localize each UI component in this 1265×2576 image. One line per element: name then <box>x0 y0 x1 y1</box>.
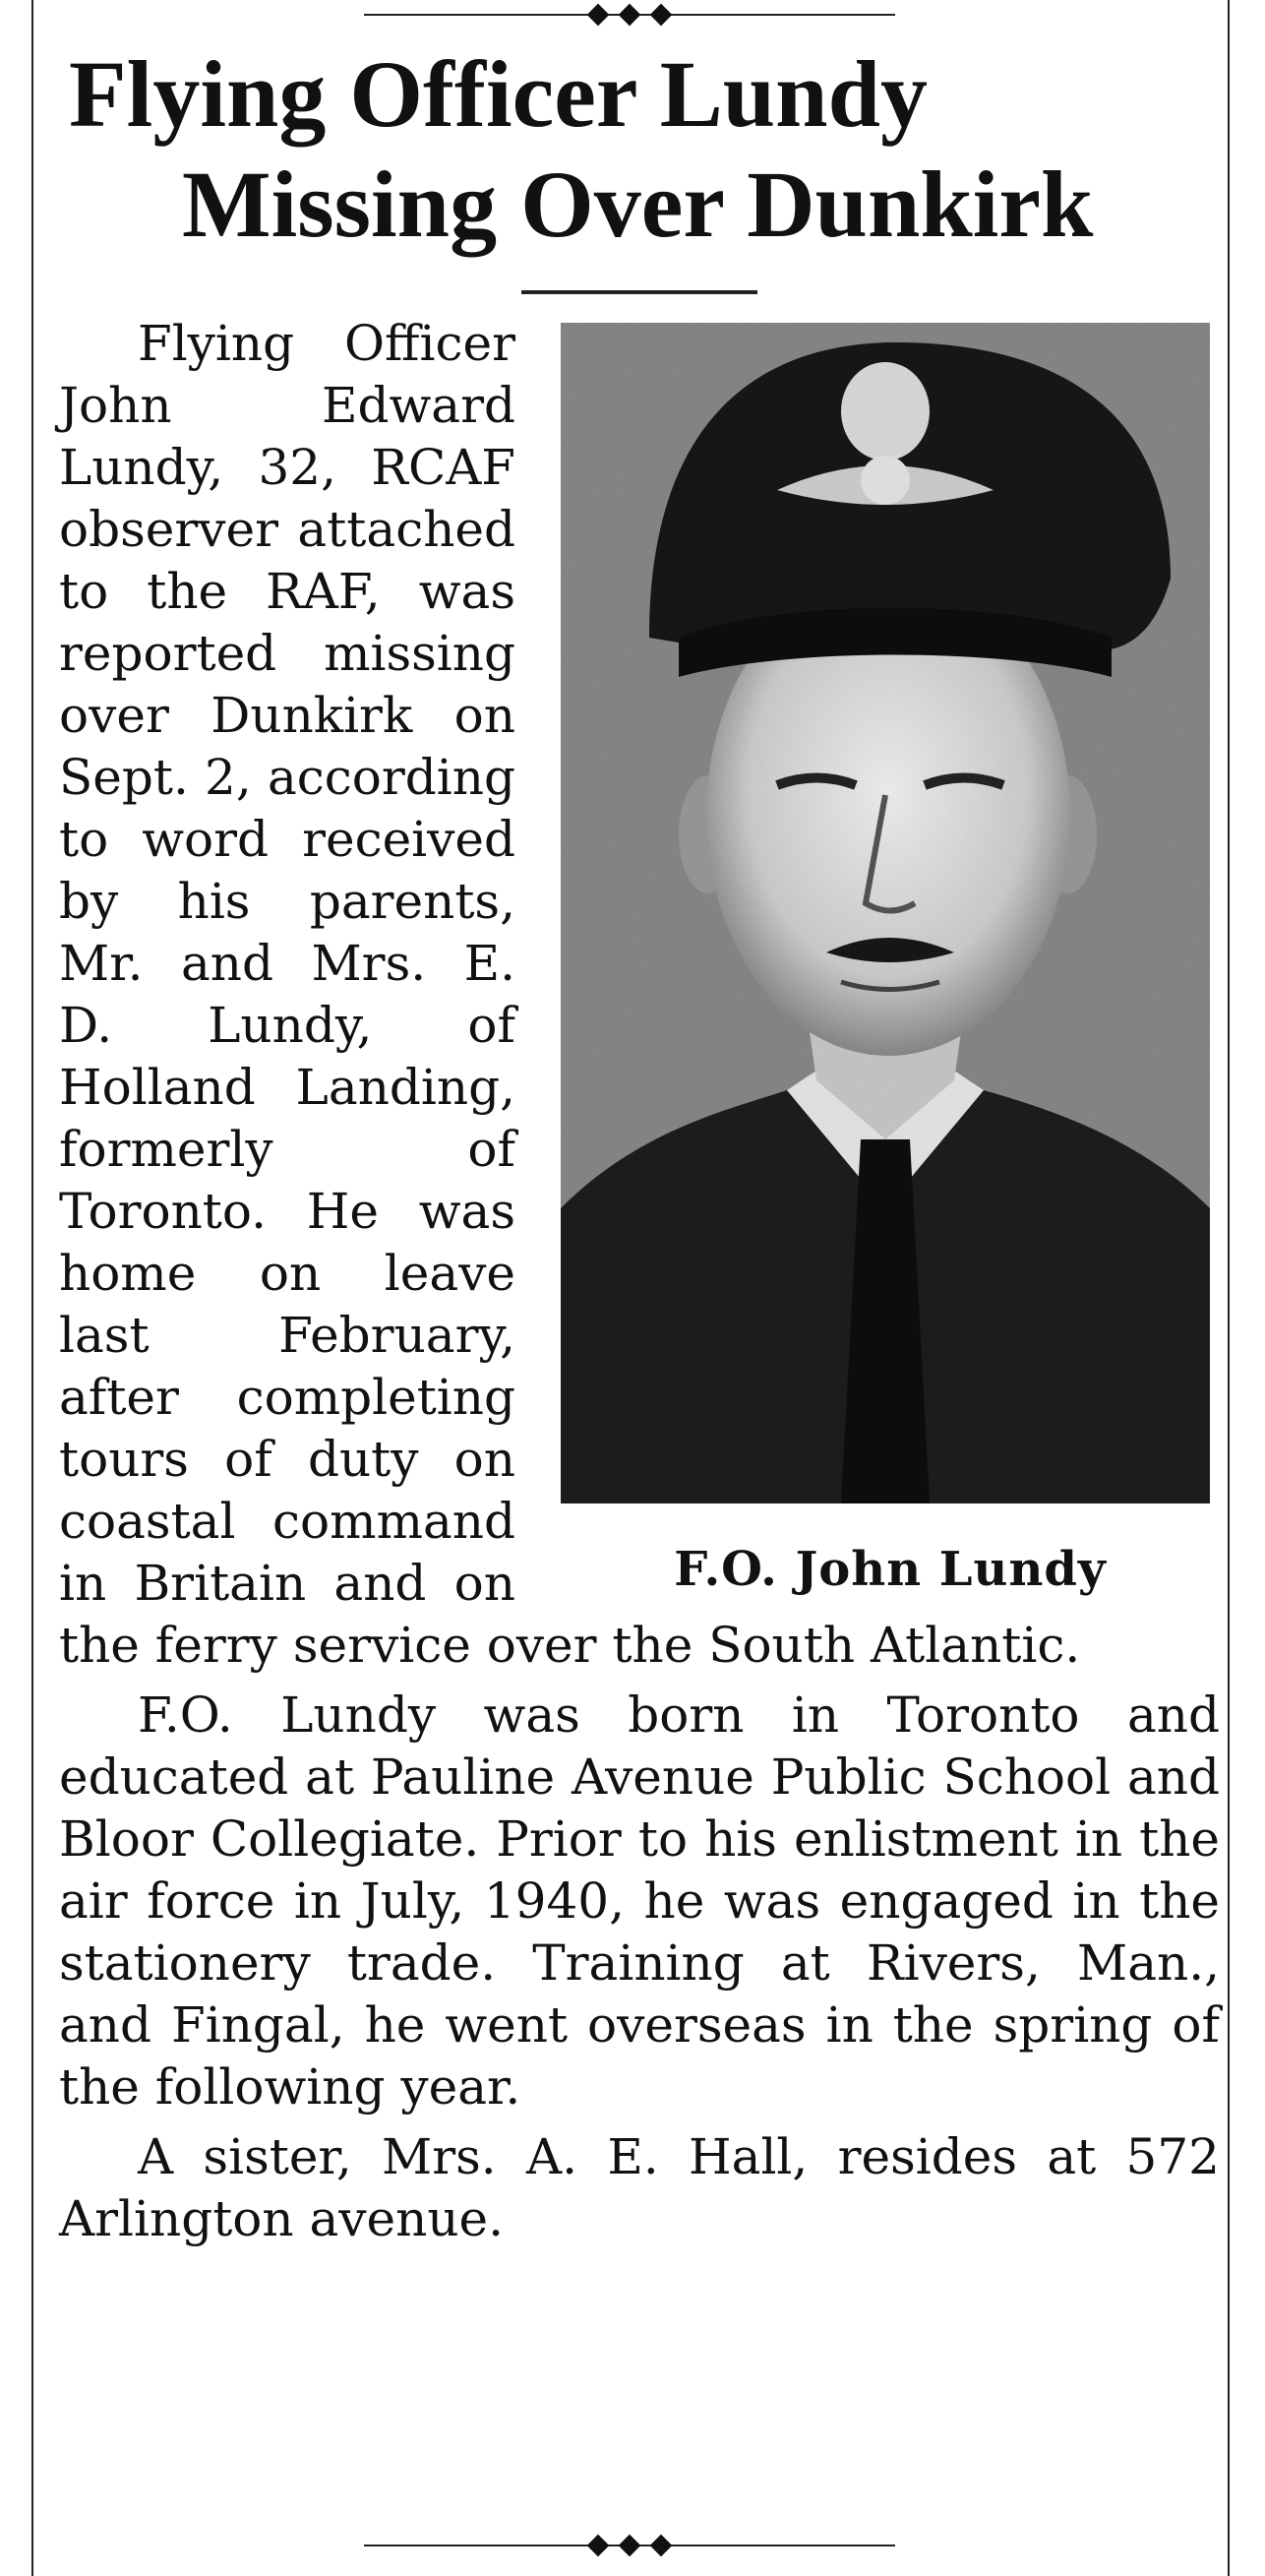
headline-divider <box>521 290 757 294</box>
top-ornament-rule <box>364 14 895 16</box>
article-body <box>59 313 1220 2250</box>
article-paragraph-1: Flying Officer John Edward Lundy, 32, RCAF observer attached to the RAF, was reported missing over Dunkirk on Sept. 2, according to word received by his parents, Mr. and Mrs. E. D. Lundy, of Holland Landing, formerly of Toronto. He was home on leave last February, after completing tours of duty on coastal command in Britain and on the ferry service over the South Atlantic. <box>59 315 1081 1674</box>
left-column-rule <box>31 0 33 2576</box>
article-paragraph-3: A sister, Mrs. A. E. Hall, resides at 572 Arlington avenue. <box>59 2128 1220 2247</box>
headline <box>59 39 1216 260</box>
bottom-ornament-rule <box>364 2545 895 2546</box>
headline-line-2: Missing Over Dunkirk <box>182 152 1094 257</box>
headline-line-1: Flying Officer Lundy <box>69 41 928 147</box>
right-column-rule <box>1228 0 1230 2576</box>
article-paragraph-2: F.O. Lundy was born in Toronto and educated at Pauline Avenue Public School and Bloor Collegiate. Prior to his enlistment in the air force in July, 1940, he was engaged in the stationery trade. Training at Rivers, Man., and Fingal, he went overseas in the spring of the following year. <box>59 1687 1220 2116</box>
portrait-photo <box>561 323 1210 1503</box>
portrait-figure <box>551 313 1220 1601</box>
photo-caption: F.O. John Lundy <box>674 1542 1107 1597</box>
